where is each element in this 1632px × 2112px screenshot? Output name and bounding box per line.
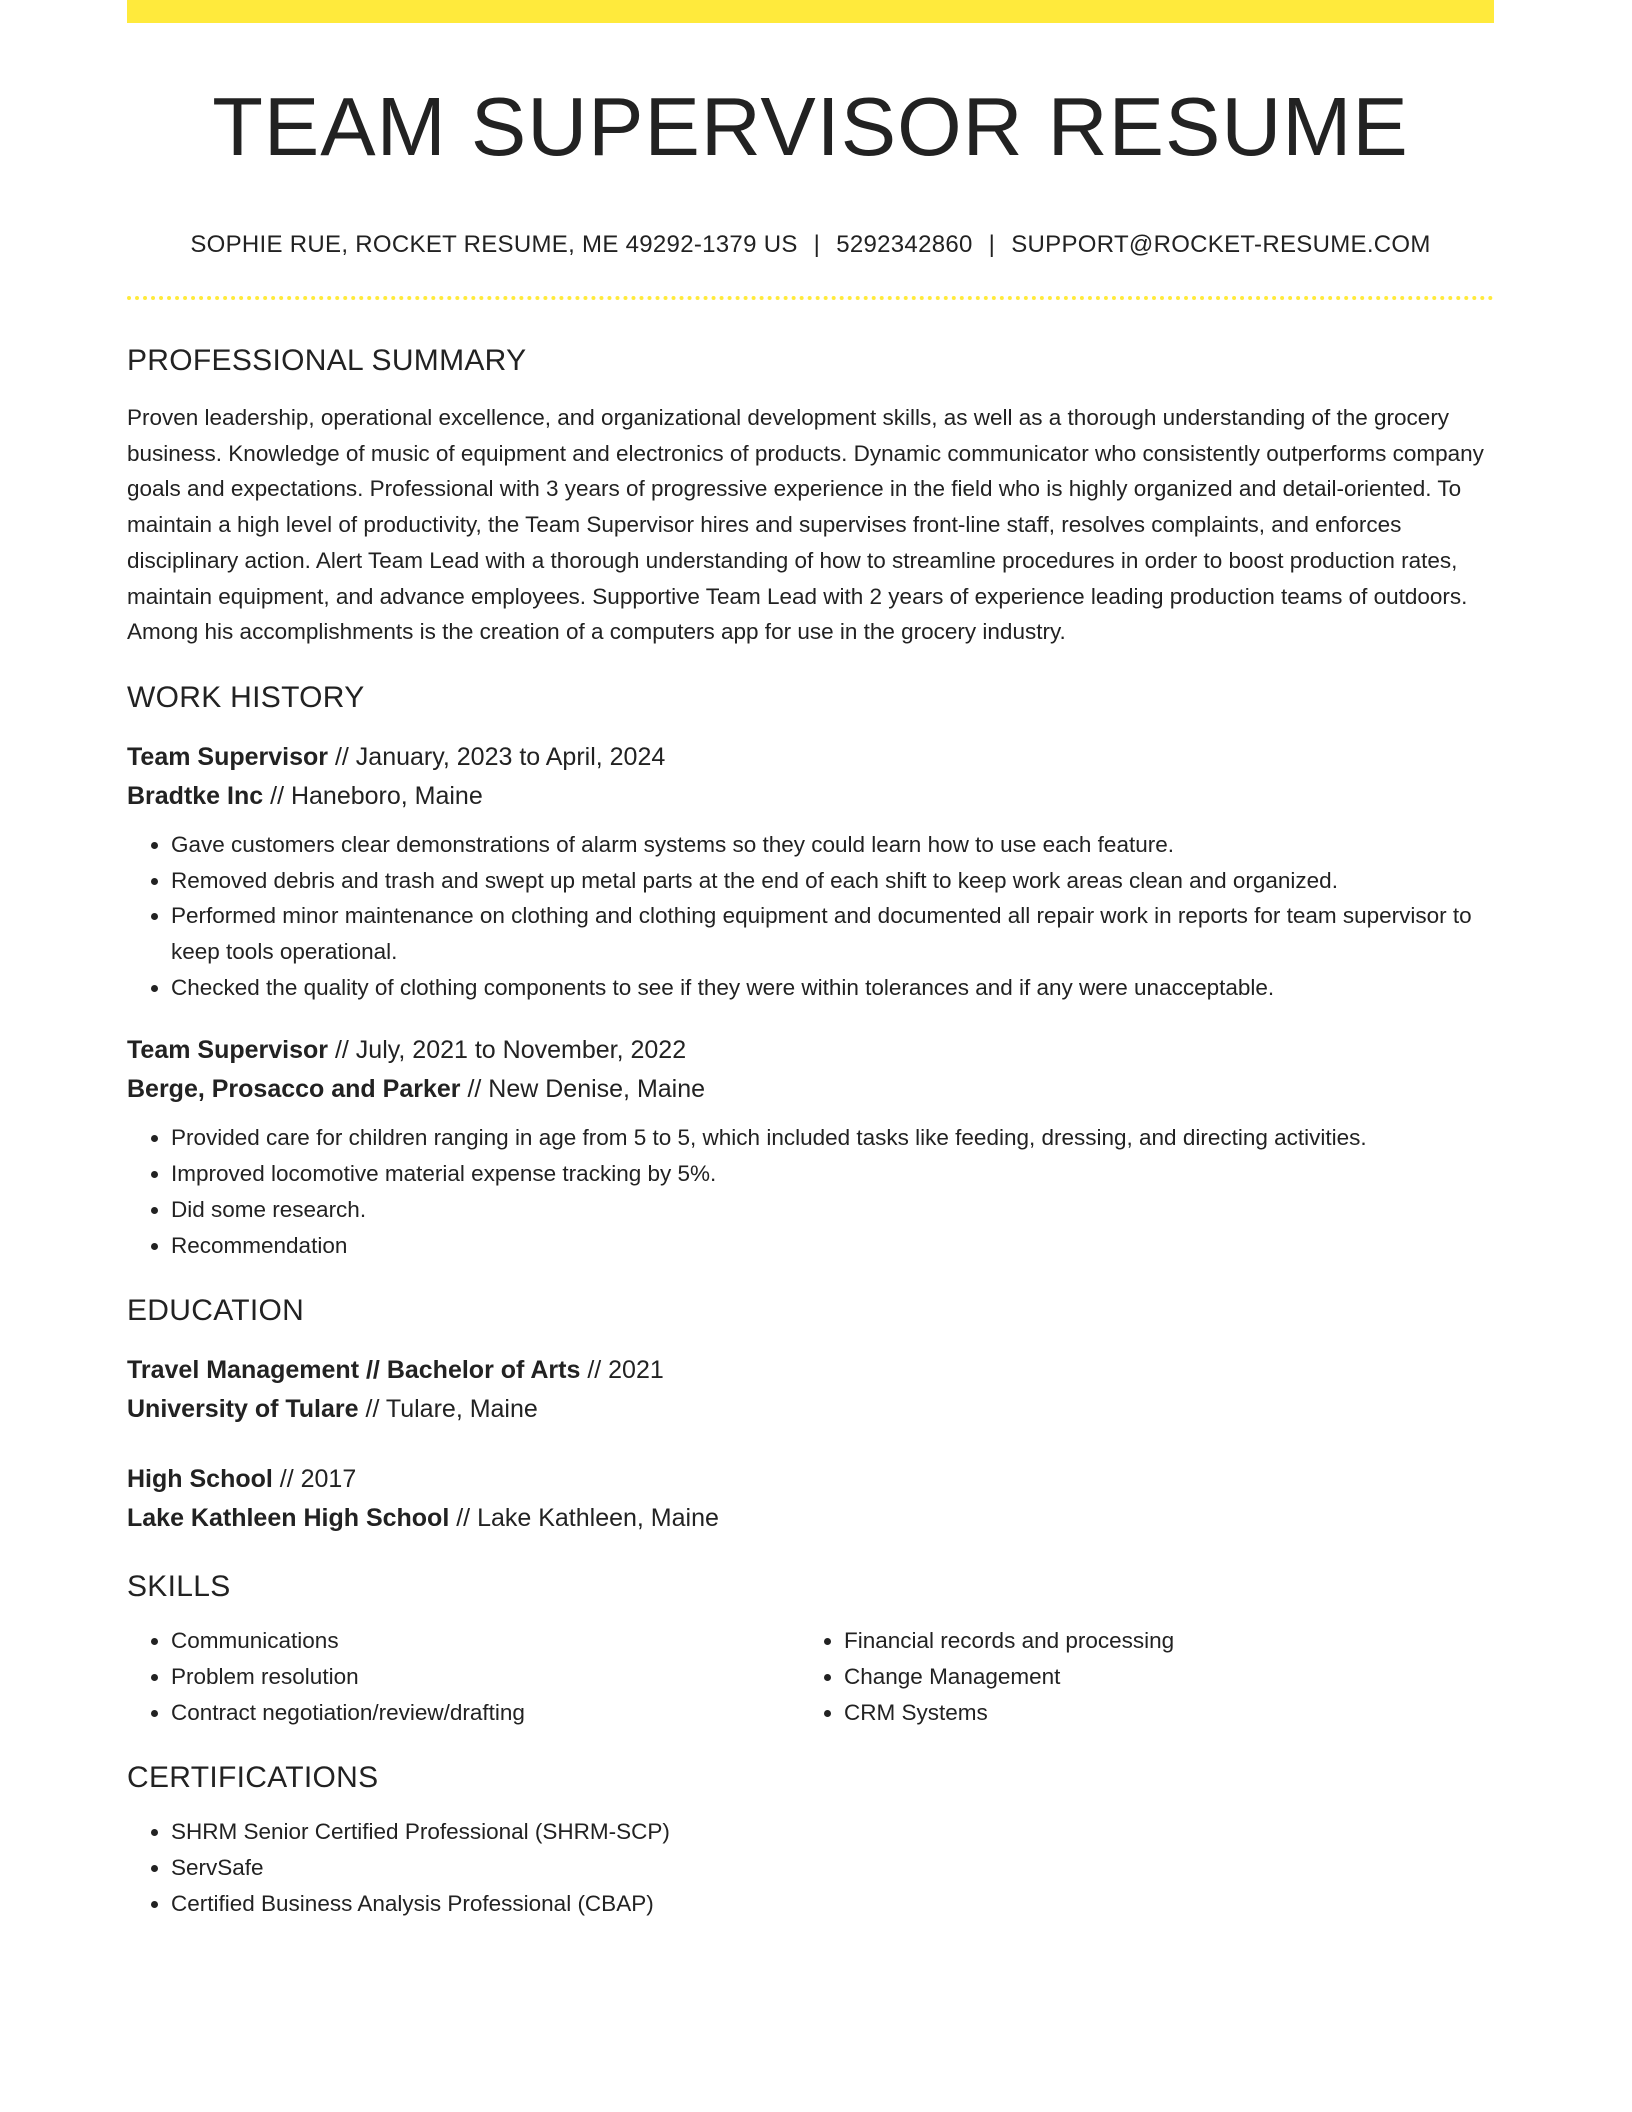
- summary-text: Proven leadership, operational excellence, and organizational development skills, as well as a thorough understanding of the grocery business. Knowledge of music of equipment and electronics of products. Dynamic communicator who consistently outperforms company goals and expectations. Professional with 3 years of progressive experience in the field who is highly organized and detail-oriented. To maintain a high level of productivity, the Team Supervisor hires and supervises front-line staff, resolves complaints, and enforces disciplinary action. Alert Team Lead with a thorough understanding of how to streamline procedures in order to boost production rates, maintain equipment, and advance employees. Supportive Team Lead with 2 years of experience leading production teams of outdoors. Among his accomplishments is the creation of a computers app for use in the grocery industry.: [127, 405, 1484, 645]
- job-title: Team Supervisor: [127, 1036, 329, 1065]
- job-bullet: • Recommendation: [171, 1228, 1494, 1264]
- resume-page: [127, 0, 1494, 1921]
- contact-separator: |: [988, 231, 996, 258]
- education-school-line: [127, 1499, 1494, 1538]
- header-divider: [127, 296, 1494, 300]
- education-heading: EDUCATION: [127, 1294, 305, 1328]
- skill-item: • Communications: [171, 1623, 800, 1659]
- education-year: // 2017: [272, 1465, 357, 1494]
- certifications-list: [127, 1814, 1494, 1921]
- job-title-line: [127, 1031, 1494, 1070]
- education-degree-line: [127, 1460, 1494, 1499]
- contact-email: SUPPORT@ROCKET-RESUME.COM: [1011, 231, 1431, 258]
- certification-item: • ServSafe: [171, 1850, 1494, 1886]
- job-location: // Haneboro, Maine: [263, 781, 483, 810]
- skills-heading: SKILLS: [127, 1570, 231, 1604]
- skill-item: • Contract negotiation/review/drafting: [171, 1695, 800, 1731]
- certification-item: • Certified Business Analysis Professional (CBAP): [171, 1886, 1494, 1922]
- job-entry: [127, 738, 1494, 1006]
- job-company: Berge, Prosacco and Parker: [127, 1075, 461, 1104]
- education-entry: [127, 1460, 1494, 1538]
- contact-separator: |: [813, 231, 821, 258]
- education-degree-line: [127, 1351, 1494, 1390]
- skills-list-right: [800, 1623, 1473, 1730]
- job-bullet: • Provided care for children ranging in age from 5 to 5, which included tasks like feeding, dressing, and directing activities.: [171, 1120, 1494, 1156]
- skill-item: • Change Management: [844, 1659, 1473, 1695]
- job-bullet: • Improved locomotive material expense tracking by 5%.: [171, 1156, 1494, 1192]
- education-school-line: [127, 1390, 1494, 1429]
- skills-grid: [127, 1623, 1494, 1730]
- job-dates: // January, 2023 to April, 2024: [328, 742, 666, 771]
- education-degree: Travel Management // Bachelor of Arts: [127, 1356, 581, 1385]
- contact-line: [127, 231, 1494, 259]
- certifications-heading: CERTIFICATIONS: [127, 1761, 379, 1795]
- job-company: Bradtke Inc: [127, 781, 264, 810]
- job-dates: // July, 2021 to November, 2022: [328, 1036, 687, 1065]
- job-company-line: [127, 777, 1494, 816]
- top-accent-bar: [127, 0, 1494, 23]
- job-title-line: [127, 738, 1494, 777]
- education-entry: [127, 1351, 1494, 1429]
- education-school: University of Tulare: [127, 1395, 359, 1424]
- job-title: Team Supervisor: [127, 742, 329, 771]
- job-bullet: • Performed minor maintenance on clothing and clothing equipment and documented all repair work in reports for team supervisor to keep tools operational.: [171, 898, 1494, 969]
- resume-title: TEAM SUPERVISOR RESUME: [212, 80, 1409, 173]
- job-location: // New Denise, Maine: [460, 1075, 706, 1104]
- contact-phone: 5292342860: [836, 231, 973, 258]
- job-bullet: • Checked the quality of clothing components to see if they were within tolerances and if any were unacceptable.: [171, 970, 1494, 1006]
- job-bullet: • Gave customers clear demonstrations of alarm systems so they could learn how to use each feature.: [171, 827, 1494, 863]
- job-bullet: • Did some research.: [171, 1192, 1494, 1228]
- skill-item: • Problem resolution: [171, 1659, 800, 1695]
- education-location: // Lake Kathleen, Maine: [449, 1504, 719, 1533]
- education-year: // 2021: [580, 1356, 664, 1385]
- skills-list-left: [127, 1623, 800, 1730]
- education-location: // Tulare, Maine: [358, 1395, 538, 1424]
- job-bullets: [127, 827, 1494, 1006]
- skill-item: • Financial records and processing: [844, 1623, 1473, 1659]
- work-history-heading: WORK HISTORY: [127, 680, 365, 714]
- skill-item: • CRM Systems: [844, 1695, 1473, 1731]
- summary-heading: PROFESSIONAL SUMMARY: [127, 344, 527, 377]
- education-degree: High School: [127, 1465, 273, 1494]
- job-company-line: [127, 1070, 1494, 1109]
- education-school: Lake Kathleen High School: [127, 1504, 450, 1533]
- certification-item: • SHRM Senior Certified Professional (SHRM-SCP): [171, 1814, 1494, 1850]
- contact-address: SOPHIE RUE, ROCKET RESUME, ME 49292-1379 US: [190, 231, 798, 258]
- job-bullet: • Removed debris and trash and swept up metal parts at the end of each shift to keep work areas clean and organized.: [171, 863, 1494, 899]
- job-entry: [127, 1031, 1494, 1263]
- job-bullets: [127, 1120, 1494, 1263]
